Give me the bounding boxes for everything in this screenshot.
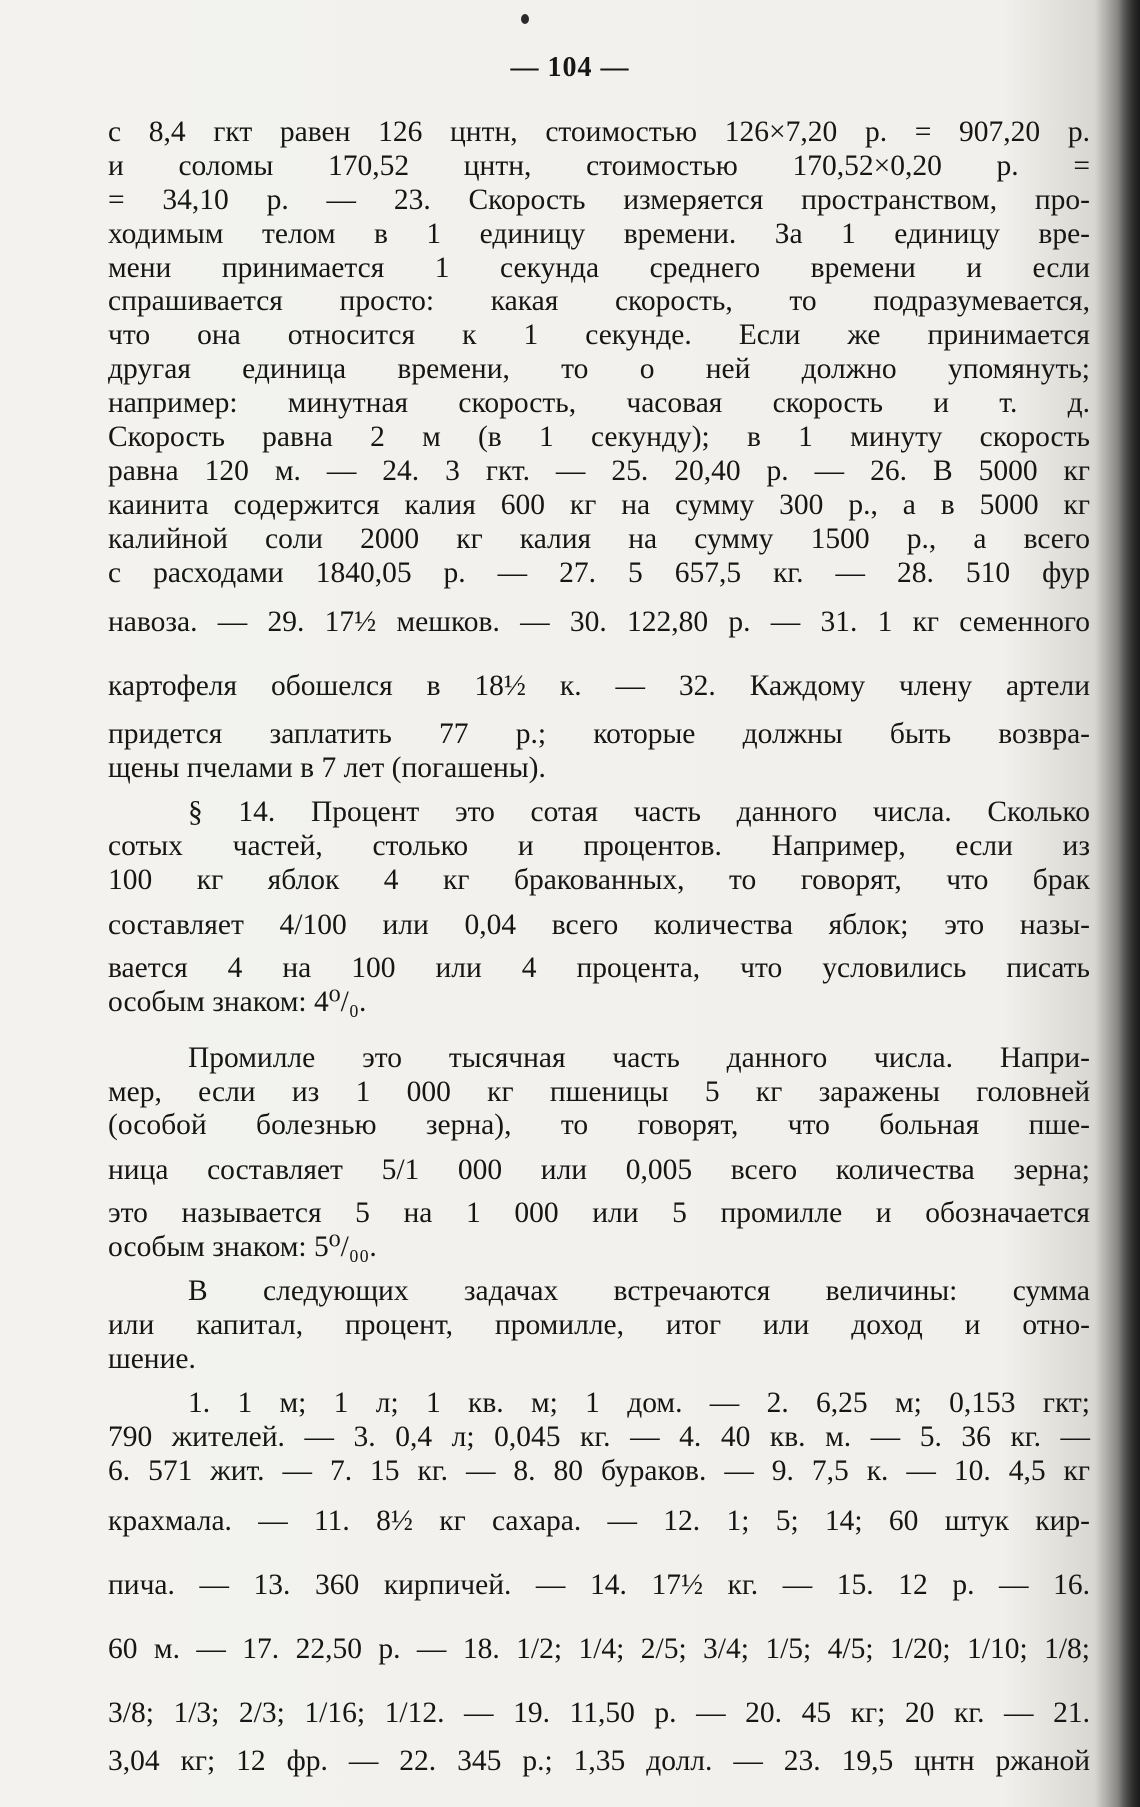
text-line: придется заплатить 77 р.; которые должны быть возвра-	[108, 718, 1090, 751]
text-line: Промилле это тысячная часть данного числа. Напри-	[188, 1041, 1090, 1074]
answers-line: крахмала. — 11. 8½ кг сахара. — 12. 1; 5; 14; 60 штук кир-	[108, 1504, 1090, 1537]
text-line: = 34,10 р. — 23. Скорость измеряется пространством, про-	[108, 183, 1090, 216]
answers-line: 3/8; 1/3; 2/3; 1/16; 1/12. — 19. 11,50 р. — 20. 45 кг; 20 кг. — 21.	[108, 1696, 1090, 1729]
text-line: что она относится к 1 секунде. Если же принимается	[108, 319, 1090, 352]
text-line: 100 кг яблок 4 кг бракованных, то говорят, что брак	[108, 864, 1090, 897]
text-line: или капитал, процент, промилле, итог или доход и отно-	[108, 1309, 1090, 1342]
page-number: — 104 —	[510, 52, 630, 83]
answers-line: 3,04 кг; 12 фр. — 22. 345 р.; 1,35 долл. — 23. 19,5 цнтн ржаной	[108, 1744, 1090, 1777]
text-line: каинита содержится калия 600 кг на сумму 300 р., а в 5000 кг	[108, 488, 1090, 521]
answers-line: 6. 571 жит. — 7. 15 кг. — 8. 80 бураков. — 9. 7,5 к. — 10. 4,5 кг	[108, 1454, 1090, 1487]
text-line: с расходами 1840,05 р. — 27. 5 657,5 кг. — 28. 510 фур	[108, 556, 1090, 589]
text-line: (особой болезнью зерна), то говорят, что больная пше-	[108, 1109, 1090, 1142]
text-line: с 8,4 гкт равен 126 цнтн, стоимостью 126×7,20 р. = 907,20 р.	[108, 116, 1090, 148]
text-line: это называется 5 на 1 000 или 5 промилле и обозначается	[108, 1197, 1090, 1230]
text-line: В следующих задачах встречаются величины: сумма	[188, 1275, 1090, 1308]
answers-line: 1. 1 м; 1 л; 1 кв. м; 1 дом. — 2. 6,25 м; 0,153 гкт;	[188, 1386, 1090, 1419]
text-line: вается 4 на 100 или 4 процента, что условились писать	[108, 951, 1090, 984]
text-line: сотых частей, столько и процентов. Например, если из	[108, 830, 1090, 863]
text-line: равна 120 м. — 24. 3 гкт. — 25. 20,40 р. — 26. В 5000 кг	[108, 454, 1090, 487]
text-line: особым знаком: 5⁰/₀₀.	[108, 1231, 377, 1264]
answers-line: 790 жителей. — 3. 0,4 л; 0,045 кг. — 4. 40 кв. м. — 5. 36 кг. —	[108, 1420, 1090, 1453]
spine-shadow	[1118, 0, 1140, 1807]
text-line: особым знаком: 4⁰/₀.	[108, 985, 367, 1018]
text-line: мени принимается 1 секунда среднего времени и если	[108, 251, 1090, 284]
text-line: ница составляет 5/1 000 или 0,005 всего количества зерна;	[108, 1154, 1090, 1187]
ink-dot	[521, 14, 529, 24]
text-line: составляет 4/100 или 0,04 всего количества яблок; это назы-	[108, 908, 1090, 941]
text-line: щены пчелами в 7 лет (погашены).	[108, 752, 546, 785]
text-line: другая единица времени, то о ней должно упомянуть;	[108, 353, 1090, 386]
section-heading-line: § 14. Процент это сотая часть данного числа. Сколько	[188, 796, 1090, 829]
text-line: и соломы 170,52 цнтн, стоимостью 170,52×0,20 р. =	[108, 149, 1090, 182]
answers-line: 60 м. — 17. 22,50 р. — 18. 1/2; 1/4; 2/5; 3/4; 1/5; 4/5; 1/20; 1/10; 1/8;	[108, 1632, 1090, 1665]
text-line: ходимым телом в 1 единицу времени. За 1 единицу вре-	[108, 217, 1090, 250]
text-line: например: минутная скорость, часовая скорость и т. д.	[108, 387, 1090, 420]
text-line: шение.	[108, 1342, 196, 1375]
text-line: картофеля обошелся в 18½ к. — 32. Каждому члену артели	[108, 670, 1090, 703]
text-line: спрашивается просто: какая скорость, то подразумевается,	[108, 285, 1090, 318]
page-text	[108, 116, 1090, 1778]
text-line: мер, если из 1 000 кг пшеницы 5 кг заражены головней	[108, 1075, 1090, 1108]
text-line: калийной соли 2000 кг калия на сумму 1500 р., а всего	[108, 522, 1090, 555]
text-line: навоза. — 29. 17½ мешков. — 30. 122,80 р. — 31. 1 кг семенного	[108, 606, 1090, 639]
answers-line: пича. — 13. 360 кирпичей. — 14. 17½ кг. — 15. 12 р. — 16.	[108, 1568, 1090, 1601]
text-line: Скорость равна 2 м (в 1 секунду); в 1 минуту скорость	[108, 421, 1090, 454]
